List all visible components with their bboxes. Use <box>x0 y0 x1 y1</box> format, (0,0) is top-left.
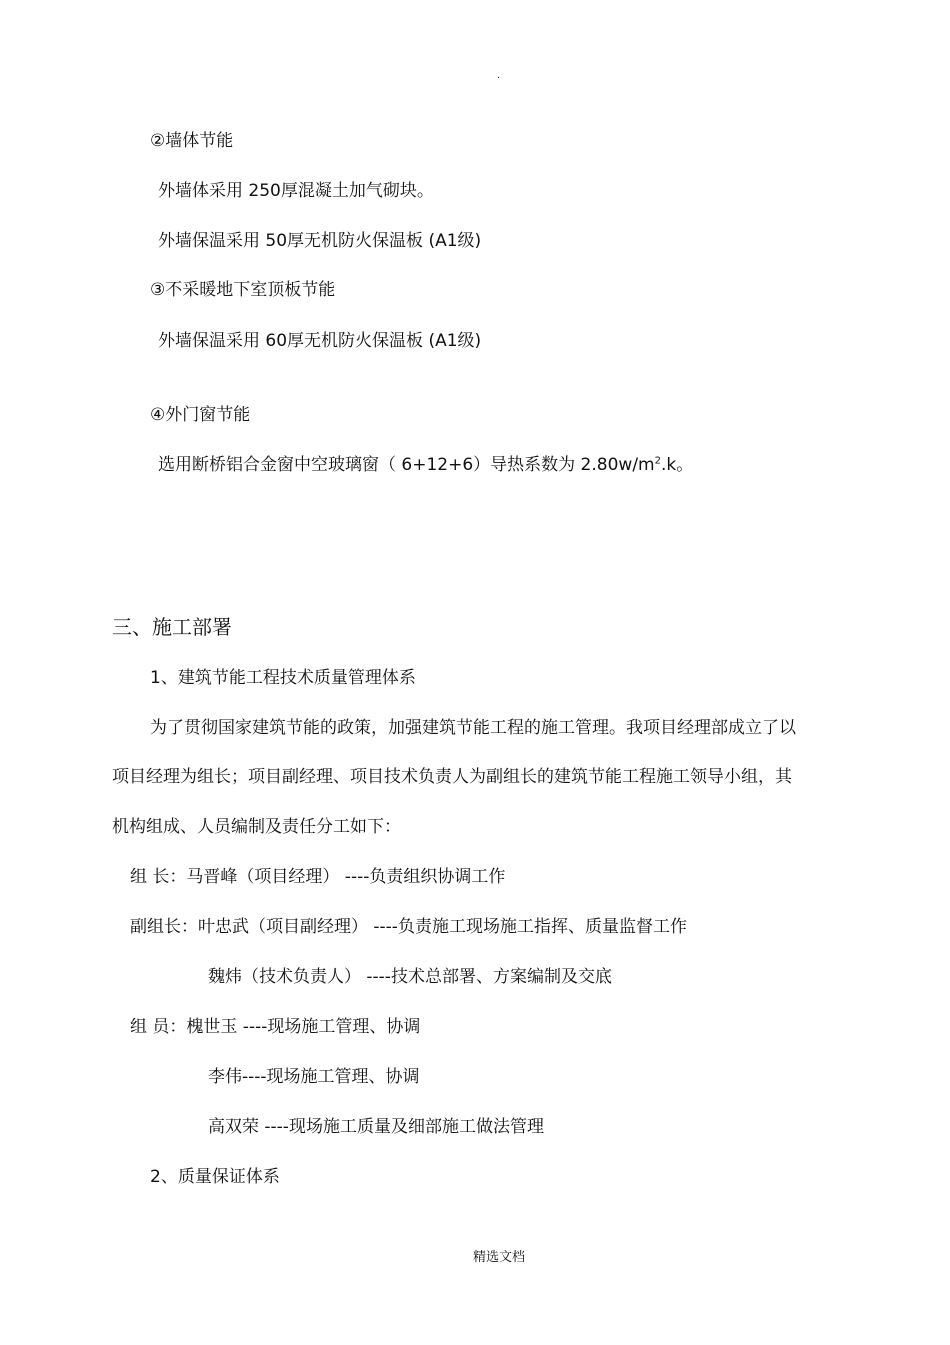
window-energy-line <box>158 453 693 477</box>
member-row-1 <box>130 1015 420 1039</box>
wall-energy-line-2: 外墙保温采用 50厚无机防火保温板 (A1级) <box>158 231 482 251</box>
subsection-1-title: 1、建筑节能工程技术质量管理体系 <box>150 668 416 688</box>
deputy-label: 副组长： <box>130 917 198 937</box>
header-mark: . <box>497 70 501 81</box>
leader-row <box>130 865 505 889</box>
paragraph-line-1: 为了贯彻国家建筑节能的政策，加强建筑节能工程的施工管理。我项目经理部成立了以 <box>150 718 796 738</box>
wall-energy-line-1: 外墙体采用 250厚混凝土加气砌块。 <box>158 181 434 201</box>
deputy-text-1: 叶忠武（项目副经理） ----负责施工现场施工指挥、质量监督工作 <box>198 917 687 937</box>
basement-energy-line-1: 外墙保温采用 60厚无机防火保温板 (A1级) <box>158 331 482 351</box>
window-energy-text: 选用断桥铝合金窗中空玻璃窗（ 6+12+6）导热系数为 2.80w/m <box>158 455 655 475</box>
page-footer: 精选文档 <box>473 1250 526 1265</box>
deputy-row-1 <box>130 915 687 939</box>
window-energy-unit: .k。 <box>660 455 694 475</box>
section-3-title: 三、施工部署 <box>112 615 232 639</box>
member-row-2: 李伟----现场施工管理、协调 <box>208 1067 420 1087</box>
member-text-1: 槐世玉 ----现场施工管理、协调 <box>186 1017 421 1037</box>
paragraph-line-2: 项目经理为组长；项目副经理、项目技术负责人为副组长的建筑节能工程施工领导小组，其 <box>112 767 792 787</box>
basement-energy-title: ③不采暖地下室顶板节能 <box>150 280 336 300</box>
leader-text: 马晋峰（项目经理） ----负责组织协调工作 <box>186 867 506 887</box>
deputy-row-2: 魏炜（技术负责人） ----技术总部署、方案编制及交底 <box>208 967 612 987</box>
window-energy-superscript: 2 <box>654 455 661 467</box>
leader-label: 组 长： <box>130 867 187 887</box>
window-energy-title: ④外门窗节能 <box>150 405 251 425</box>
wall-energy-title: ②墙体节能 <box>150 131 234 151</box>
subsection-2-title: 2、质量保证体系 <box>150 1167 280 1187</box>
member-row-3: 高双荣 ----现场施工质量及细部施工做法管理 <box>208 1117 544 1137</box>
paragraph-line-3: 机构组成、人员编制及责任分工如下： <box>112 817 401 837</box>
member-label: 组 员： <box>130 1017 187 1037</box>
